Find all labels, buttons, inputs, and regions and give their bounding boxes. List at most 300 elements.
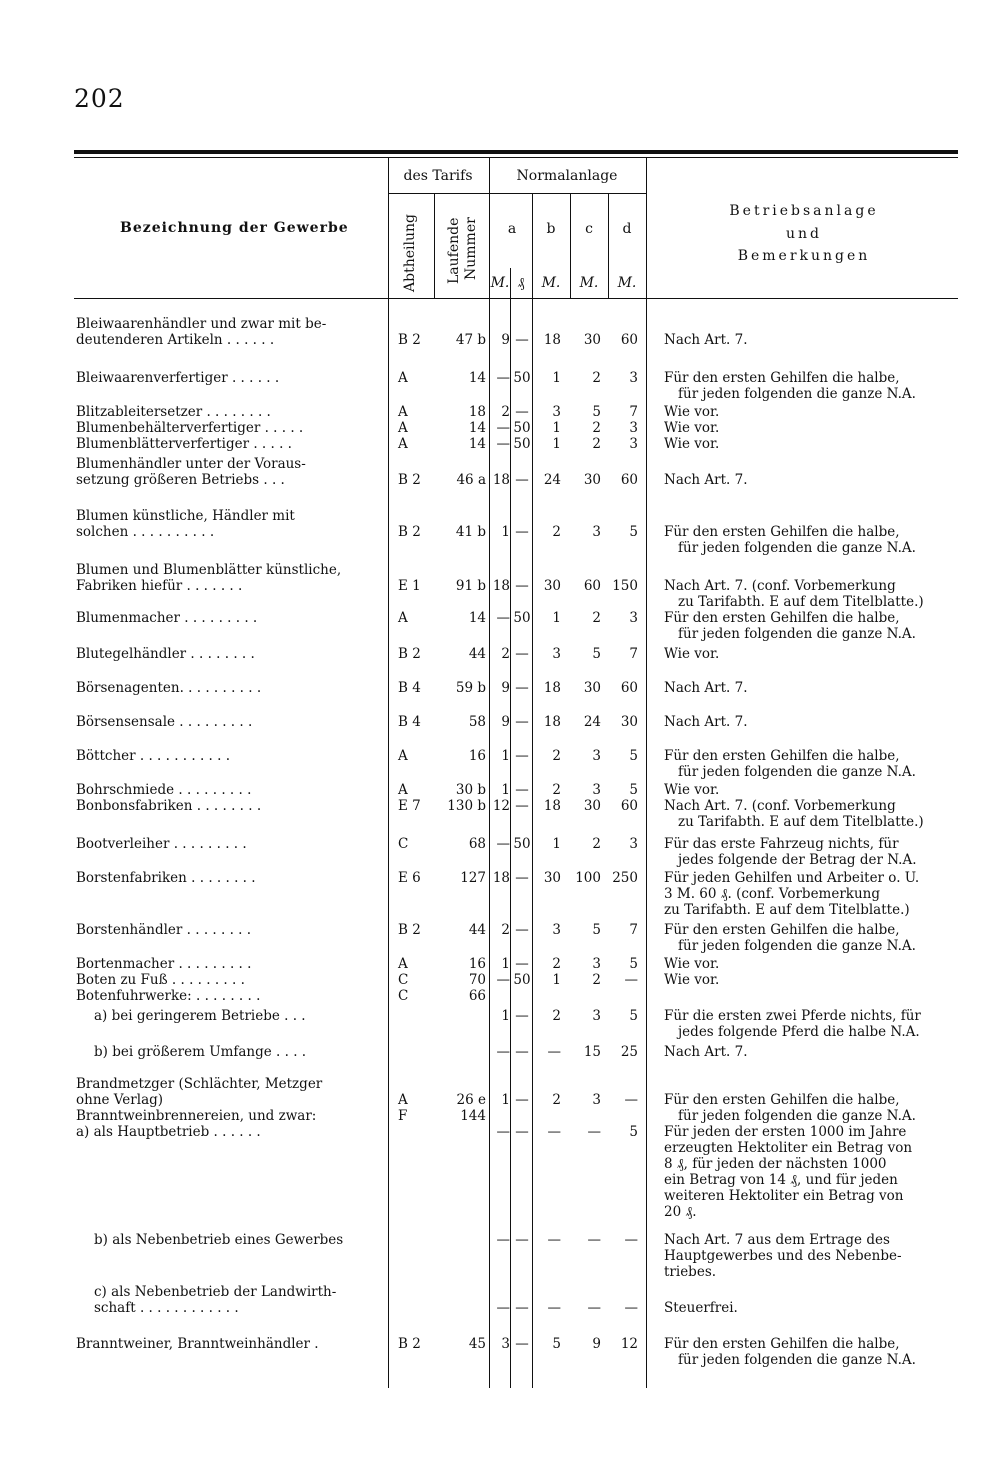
bemerkung-line: für jeden folgenden die ganze N.A. — [678, 626, 916, 642]
rate-a-mark-cell: — — [496, 1124, 510, 1140]
rate-a-pfennig-cell: 50 — [513, 420, 531, 436]
rate-a-mark-cell: 18 — [492, 472, 510, 488]
bemerkung-line: Nach Art. 7. (conf. Vorbemerkung — [664, 798, 896, 814]
rate-d-cell: 3 — [629, 836, 638, 852]
rate-a-mark-cell: — — [496, 370, 510, 386]
laufende-nummer-cell: 130 b — [447, 798, 486, 814]
rate-a-mark-cell: 2 — [501, 404, 510, 420]
laufende-nummer-cell: 66 — [468, 988, 486, 1004]
bemerkung — [664, 1092, 958, 1124]
rate-c-cell: 3 — [592, 524, 601, 540]
gewerbe-name-line: Borstenhändler . . . . . . . . — [76, 922, 252, 938]
rate-d-cell: 150 — [612, 578, 638, 594]
abtheilung-cell: A — [398, 610, 408, 626]
gewerbe-name — [76, 1044, 379, 1060]
gewerbe-name — [76, 1284, 379, 1316]
gewerbe-name — [76, 316, 379, 348]
bemerkung-line: zu Tarifabth. E auf dem Titelblatte.) — [678, 594, 924, 610]
laufende-nummer-cell: 14 — [468, 370, 486, 386]
gewerbe-name-line: Bootverleiher . . . . . . . . . — [76, 836, 247, 852]
gewerbe-name-line: Blumenbehälterverfertiger . . . . . — [76, 420, 304, 436]
rate-b-cell: 1 — [552, 610, 561, 626]
rate-d-cell: 250 — [612, 870, 638, 886]
bemerkung — [664, 1124, 958, 1220]
rate-a-pfennig-cell: — — [515, 1124, 529, 1140]
rate-a-pfennig-cell: 50 — [513, 972, 531, 988]
laufende-nummer-cell: 47 b — [455, 332, 486, 348]
abtheilung-cell: B 2 — [398, 332, 421, 348]
bemerkung-line: für jeden folgenden die ganze N.A. — [678, 1352, 916, 1368]
rate-c-cell: 100 — [575, 870, 601, 886]
gewerbe-name-line: Bortenmacher . . . . . . . . . — [76, 956, 252, 972]
abtheilung-cell: F — [398, 1108, 408, 1124]
gewerbe-name-line: Blitzableitersetzer . . . . . . . . — [76, 404, 271, 420]
rate-a-pfennig-cell: — — [515, 1092, 529, 1108]
header-col-b: b — [546, 221, 556, 237]
bemerkung-line: zu Tarifabth. E auf dem Titelblatte.) — [678, 814, 924, 830]
rate-a-mark-cell: 1 — [501, 1008, 510, 1024]
gewerbe-name-line: Bonbonsfabriken . . . . . . . . — [76, 798, 262, 814]
rate-c-cell: 3 — [592, 1092, 601, 1108]
bemerkung — [664, 332, 958, 348]
rate-c-cell: 5 — [592, 922, 601, 938]
bemerkung — [664, 472, 958, 488]
bemerkung-line: Wie vor. — [664, 404, 720, 420]
bemerkung-line: Für die ersten zwei Pferde nichts, für — [664, 1008, 921, 1024]
rate-a-mark-cell: 1 — [501, 524, 510, 540]
abtheilung-cell: A — [398, 420, 408, 436]
rate-b-cell: 24 — [543, 472, 561, 488]
rate-a-pfennig-cell: — — [515, 680, 529, 696]
bemerkung-line: Für den ersten Gehilfen die halbe, — [664, 1092, 900, 1108]
bemerkung-line: Nach Art. 7. — [664, 472, 748, 488]
bemerkung-line: Nach Art. 7. (conf. Vorbemerkung — [664, 578, 896, 594]
header-col-c: c — [585, 221, 593, 237]
bemerkung — [664, 782, 958, 798]
gewerbe-name — [76, 870, 379, 886]
gewerbe-name — [76, 956, 379, 972]
bemerkung-line: Für den ersten Gehilfen die halbe, — [664, 922, 900, 938]
bemerkung-line: Wie vor. — [664, 420, 720, 436]
header-bottom-rule — [74, 298, 958, 299]
rate-a-mark-cell: 18 — [492, 578, 510, 594]
rate-c-cell: 3 — [592, 956, 601, 972]
rate-a-pfennig-cell: — — [515, 1300, 529, 1316]
laufende-nummer-cell: 18 — [468, 404, 486, 420]
rate-a-pfennig-cell: — — [515, 646, 529, 662]
bemerkung-line: Nach Art. 7. — [664, 714, 748, 730]
bemerkung-line: 8 ₰, für jeden der nächsten 1000 — [664, 1156, 887, 1172]
rate-c-cell: 3 — [592, 782, 601, 798]
rate-d-cell: 3 — [629, 420, 638, 436]
gewerbe-name — [76, 508, 379, 540]
rate-d-cell: 60 — [620, 680, 638, 696]
gewerbe-name — [76, 420, 379, 436]
gewerbe-name-line: Blutegelhändler . . . . . . . . — [76, 646, 255, 662]
abtheilung-cell: A — [398, 748, 408, 764]
laufende-nummer-cell: 41 b — [455, 524, 486, 540]
rate-a-mark-cell: 2 — [501, 922, 510, 938]
rate-b-cell: 5 — [552, 1336, 561, 1352]
header-und: und — [786, 226, 822, 242]
gewerbe-name — [76, 610, 379, 626]
col-line-bemerkungen — [646, 158, 647, 1388]
rate-a-pfennig-cell: — — [515, 782, 529, 798]
rate-b-cell: 1 — [552, 836, 561, 852]
header-col-d: d — [622, 221, 632, 237]
gewerbe-name — [76, 798, 379, 814]
header-nummer: Nummer — [463, 217, 479, 280]
bemerkung-line: Hauptgewerbes und des Nebenbe- — [664, 1248, 902, 1264]
bemerkung — [664, 1044, 958, 1060]
bemerkung — [664, 524, 958, 556]
rate-a-pfennig-cell: — — [515, 578, 529, 594]
bemerkung — [664, 578, 958, 610]
rate-a-pfennig-cell: — — [515, 1008, 529, 1024]
rate-c-cell: 2 — [592, 836, 601, 852]
bemerkung — [664, 404, 958, 420]
rate-a-mark-cell: 1 — [501, 748, 510, 764]
abtheilung-cell: B 2 — [398, 646, 421, 662]
rate-b-cell: 1 — [552, 370, 561, 386]
rate-d-cell: 12 — [620, 1336, 638, 1352]
gewerbe-name-line: Blumen und Blumenblätter künstliche, — [76, 562, 342, 578]
rate-a-mark-cell: — — [496, 1232, 510, 1248]
rate-a-mark-cell: — — [496, 836, 510, 852]
gewerbe-name-line: a) bei geringerem Betriebe . . . — [94, 1008, 306, 1024]
gewerbe-name — [76, 1108, 379, 1140]
rate-c-cell: 30 — [583, 798, 601, 814]
rate-a-pfennig-cell: — — [515, 1336, 529, 1352]
bemerkung-line: triebes. — [664, 1264, 717, 1280]
gewerbe-name-line: Brandmetzger (Schlächter, Metzger — [76, 1076, 323, 1092]
gewerbe-name — [76, 922, 379, 938]
rate-d-cell: 7 — [629, 646, 638, 662]
abtheilung-cell: A — [398, 1092, 408, 1108]
gewerbe-name-line: Blumenblätterverfertiger . . . . . — [76, 436, 292, 452]
rate-d-cell: 60 — [620, 472, 638, 488]
rate-b-cell: — — [547, 1124, 561, 1140]
gewerbe-name-line: Boten zu Fuß . . . . . . . . . — [76, 972, 245, 988]
header-unit-c-m: M. — [579, 275, 599, 291]
bemerkung-line: für jeden folgenden die ganze N.A. — [678, 1108, 916, 1124]
rate-c-cell: 5 — [592, 646, 601, 662]
gewerbe-name-line: deutenderen Artikeln . . . . . . — [76, 332, 275, 348]
abtheilung-cell: C — [398, 988, 409, 1004]
rate-d-cell: 3 — [629, 370, 638, 386]
rate-b-cell: 1 — [552, 420, 561, 436]
rate-a-pfennig-cell: — — [515, 1044, 529, 1060]
rate-b-cell: — — [547, 1232, 561, 1248]
bemerkung-line: Für den ersten Gehilfen die halbe, — [664, 370, 900, 386]
bemerkung-line: Wie vor. — [664, 956, 720, 972]
rate-c-cell: 30 — [583, 680, 601, 696]
rate-a-mark-cell: 9 — [501, 714, 510, 730]
bemerkung — [664, 1300, 958, 1316]
rate-c-cell: 60 — [583, 578, 601, 594]
rate-a-pfennig-cell: — — [515, 472, 529, 488]
rate-a-pfennig-cell: — — [515, 922, 529, 938]
gewerbe-name-line: a) als Hauptbetrieb . . . . . . — [76, 1124, 261, 1140]
rate-c-cell: 5 — [592, 404, 601, 420]
bemerkung — [664, 714, 958, 730]
rate-c-cell: 2 — [592, 972, 601, 988]
bemerkung — [664, 1336, 958, 1368]
gewerbe-name-line: solchen . . . . . . . . . . — [76, 524, 215, 540]
bemerkung-line: 20 ₰. — [664, 1204, 697, 1220]
header-abtheilung: Abtheilung — [402, 214, 418, 292]
rate-b-cell: 3 — [552, 404, 561, 420]
bemerkung — [664, 1232, 958, 1280]
rate-d-cell: — — [624, 1300, 638, 1316]
bemerkung — [664, 370, 958, 402]
col-line-d-head — [608, 193, 609, 298]
rate-a-mark-cell: — — [496, 436, 510, 452]
bemerkung-line: 3 M. 60 ₰. (conf. Vorbemerkung — [664, 886, 881, 902]
rate-a-mark-cell: 1 — [501, 1092, 510, 1108]
rate-b-cell: 2 — [552, 782, 561, 798]
rate-a-mark-cell: 1 — [501, 956, 510, 972]
bemerkung-line: zu Tarifabth. E auf dem Titelblatte.) — [664, 902, 910, 918]
rate-a-pfennig-cell: — — [515, 1232, 529, 1248]
rate-d-cell: 30 — [620, 714, 638, 730]
bemerkung-line: Nach Art. 7. — [664, 1044, 748, 1060]
rate-b-cell: 18 — [543, 714, 561, 730]
header-bezeichnung: Bezeichnung der Gewerbe — [120, 220, 349, 236]
rate-a-mark-cell: — — [496, 610, 510, 626]
rate-a-pfennig-cell: — — [515, 332, 529, 348]
top-rule-thick — [74, 150, 958, 154]
gewerbe-name-line: Fabriken hiefür . . . . . . . — [76, 578, 243, 594]
bemerkung — [664, 680, 958, 696]
abtheilung-cell: A — [398, 956, 408, 972]
gewerbe-name-line: Branntweiner, Branntweinhändler . — [76, 1336, 319, 1352]
bemerkung-line: für jeden folgenden die ganze N.A. — [678, 764, 916, 780]
rate-d-cell: 3 — [629, 610, 638, 626]
bemerkung-line: für jeden folgenden die ganze N.A. — [678, 938, 916, 954]
rate-b-cell: 2 — [552, 956, 561, 972]
bemerkung-line: Für jeden Gehilfen und Arbeiter o. U. — [664, 870, 920, 886]
bemerkung-line: jedes folgende der Betrag der N.A. — [678, 852, 917, 868]
rate-a-pfennig-cell: — — [515, 404, 529, 420]
gewerbe-name-line: Bleiwaarenhändler und zwar mit be- — [76, 316, 327, 332]
bemerkung-line: Nach Art. 7. — [664, 332, 748, 348]
gewerbe-name-line: Bleiwaarenverfertiger . . . . . . — [76, 370, 280, 386]
bemerkung — [664, 956, 958, 972]
header-laufende: Laufende — [446, 217, 462, 284]
bemerkung-line: weiteren Hektoliter ein Betrag von — [664, 1188, 904, 1204]
rate-a-pfennig-cell: — — [515, 956, 529, 972]
rate-b-cell: 18 — [543, 332, 561, 348]
rate-c-cell: 2 — [592, 370, 601, 386]
bemerkung — [664, 798, 958, 830]
rate-c-cell: 30 — [583, 472, 601, 488]
bemerkung — [664, 420, 958, 436]
header-unit-a-m: M. — [490, 275, 510, 291]
gewerbe-name — [76, 646, 379, 662]
laufende-nummer-cell: 16 — [468, 956, 486, 972]
bemerkung-line: Für das erste Fahrzeug nichts, für — [664, 836, 899, 852]
gewerbe-name-line: setzung größeren Betriebs . . . — [76, 472, 285, 488]
gewerbe-name-line: Branntweinbrennereien, und zwar: — [76, 1108, 317, 1124]
abtheilung-cell: E 1 — [398, 578, 421, 594]
rate-b-cell: — — [547, 1300, 561, 1316]
gewerbe-name-line: Bohrschmiede . . . . . . . . . — [76, 782, 252, 798]
rate-b-cell: 2 — [552, 748, 561, 764]
laufende-nummer-cell: 58 — [468, 714, 486, 730]
rate-a-mark-cell: — — [496, 972, 510, 988]
rate-c-cell: — — [587, 1232, 601, 1248]
rate-a-mark-cell: 12 — [492, 798, 510, 814]
bemerkung-line: ein Betrag von 14 ₰, und für jeden — [664, 1172, 898, 1188]
abtheilung-cell: E 7 — [398, 798, 421, 814]
rate-d-cell: 7 — [629, 922, 638, 938]
abtheilung-cell: B 2 — [398, 1336, 421, 1352]
rate-c-cell: 2 — [592, 436, 601, 452]
rate-d-cell: 60 — [620, 332, 638, 348]
rate-a-mark-cell: 9 — [501, 332, 510, 348]
laufende-nummer-cell: 45 — [468, 1336, 486, 1352]
gewerbe-name — [76, 988, 379, 1004]
rate-c-cell: 2 — [592, 610, 601, 626]
rate-c-cell: — — [587, 1124, 601, 1140]
gewerbe-name — [76, 404, 379, 420]
rate-c-cell: — — [587, 1300, 601, 1316]
abtheilung-cell: C — [398, 836, 409, 852]
rate-d-cell: 25 — [620, 1044, 638, 1060]
bemerkung — [664, 1008, 958, 1040]
rate-b-cell: 3 — [552, 922, 561, 938]
rate-d-cell: 7 — [629, 404, 638, 420]
col-line-a-pf — [510, 268, 511, 1388]
laufende-nummer-cell: 91 b — [455, 578, 486, 594]
rate-a-pfennig-cell: 50 — [513, 610, 531, 626]
bemerkung-line: Für den ersten Gehilfen die halbe, — [664, 748, 900, 764]
rate-a-mark-cell: — — [496, 1044, 510, 1060]
laufende-nummer-cell: 14 — [468, 610, 486, 626]
bemerkung-line: Wie vor. — [664, 646, 720, 662]
rate-a-pfennig-cell: — — [515, 798, 529, 814]
gewerbe-name — [76, 1336, 379, 1352]
rate-c-cell: 30 — [583, 332, 601, 348]
rate-a-pfennig-cell: — — [515, 524, 529, 540]
bemerkung-line: Wie vor. — [664, 972, 720, 988]
rate-a-mark-cell: 3 — [501, 1336, 510, 1352]
bemerkung — [664, 972, 958, 988]
bemerkung-line: Nach Art. 7. — [664, 680, 748, 696]
bemerkung-line: erzeugten Hektoliter ein Betrag von — [664, 1140, 913, 1156]
rate-b-cell: 30 — [543, 870, 561, 886]
gewerbe-name — [76, 562, 379, 594]
gewerbe-name-line: Börsensensale . . . . . . . . . — [76, 714, 253, 730]
rate-c-cell: 24 — [583, 714, 601, 730]
rate-c-cell: 2 — [592, 420, 601, 436]
bemerkung — [664, 748, 958, 780]
rate-b-cell: 3 — [552, 646, 561, 662]
rate-d-cell: 5 — [629, 524, 638, 540]
rate-b-cell: 2 — [552, 1008, 561, 1024]
abtheilung-cell: E 6 — [398, 870, 421, 886]
laufende-nummer-cell: 68 — [468, 836, 486, 852]
rate-a-pfennig-cell: — — [515, 714, 529, 730]
abtheilung-cell: C — [398, 972, 409, 988]
bemerkung-line: für jeden folgenden die ganze N.A. — [678, 386, 916, 402]
gewerbe-name-line: b) bei größerem Umfange . . . . — [94, 1044, 307, 1060]
header-col-a: a — [507, 221, 517, 237]
bemerkung — [664, 610, 958, 642]
rate-b-cell: — — [547, 1044, 561, 1060]
abtheilung-cell: B 4 — [398, 680, 421, 696]
col-line-c-head — [570, 193, 571, 298]
header-unit-b-m: M. — [541, 275, 561, 291]
bemerkung-line: Wie vor. — [664, 782, 720, 798]
laufende-nummer-cell: 70 — [468, 972, 486, 988]
rate-a-mark-cell: — — [496, 420, 510, 436]
rate-d-cell: 5 — [629, 782, 638, 798]
gewerbe-name-line: Botenfuhrwerke: . . . . . . . . — [76, 988, 261, 1004]
abtheilung-cell: B 2 — [398, 922, 421, 938]
top-rule-thin — [74, 157, 958, 158]
abtheilung-cell: B 2 — [398, 472, 421, 488]
gewerbe-name — [76, 714, 379, 730]
header-normalanlage: Normalanlage — [516, 168, 618, 184]
rate-a-pfennig-cell: — — [515, 748, 529, 764]
rate-b-cell: 30 — [543, 578, 561, 594]
bemerkung-line: jedes folgende Pferd die halbe N.A. — [678, 1024, 920, 1040]
gewerbe-name-line: Blumen künstliche, Händler mit — [76, 508, 295, 524]
gewerbe-name — [76, 748, 379, 764]
gewerbe-name-line: Blumenmacher . . . . . . . . . — [76, 610, 258, 626]
abtheilung-cell: A — [398, 782, 408, 798]
bemerkung — [664, 836, 958, 868]
gewerbe-name — [76, 1076, 379, 1108]
rate-b-cell: 18 — [543, 680, 561, 696]
rate-b-cell: 18 — [543, 798, 561, 814]
bemerkung-line: Für den ersten Gehilfen die halbe, — [664, 524, 900, 540]
laufende-nummer-cell: 44 — [468, 922, 486, 938]
header-betriebsanlage: Betriebsanlage — [729, 203, 879, 219]
bemerkung-line: Für den ersten Gehilfen die halbe, — [664, 610, 900, 626]
rate-a-pfennig-cell: 50 — [513, 370, 531, 386]
rate-b-cell: 2 — [552, 1092, 561, 1108]
gewerbe-name-line: Böttcher . . . . . . . . . . . — [76, 748, 231, 764]
laufende-nummer-cell: 127 — [460, 870, 486, 886]
rate-c-cell: 3 — [592, 748, 601, 764]
rate-a-pfennig-cell: 50 — [513, 836, 531, 852]
laufende-nummer-cell: 144 — [460, 1108, 486, 1124]
page-number: 202 — [74, 84, 125, 113]
laufende-nummer-cell: 30 b — [455, 782, 486, 798]
rate-c-cell: 15 — [583, 1044, 601, 1060]
col-line-abtheilung — [388, 158, 389, 1388]
bemerkung-line: für jeden folgenden die ganze N.A. — [678, 540, 916, 556]
gewerbe-name — [76, 370, 379, 386]
rate-d-cell: 5 — [629, 748, 638, 764]
gewerbe-name-line: Blumenhändler unter der Voraus- — [76, 456, 306, 472]
abtheilung-cell: B 2 — [398, 524, 421, 540]
abtheilung-cell: B 4 — [398, 714, 421, 730]
gewerbe-name — [76, 1008, 379, 1024]
rate-a-mark-cell: — — [496, 1300, 510, 1316]
rate-b-cell: 2 — [552, 524, 561, 540]
laufende-nummer-cell: 16 — [468, 748, 486, 764]
rate-a-pfennig-cell: 50 — [513, 436, 531, 452]
rate-a-pfennig-cell: — — [515, 870, 529, 886]
rate-d-cell: — — [624, 1232, 638, 1248]
rate-c-cell: 3 — [592, 1008, 601, 1024]
laufende-nummer-cell: 46 a — [456, 472, 486, 488]
rate-d-cell: — — [624, 1092, 638, 1108]
